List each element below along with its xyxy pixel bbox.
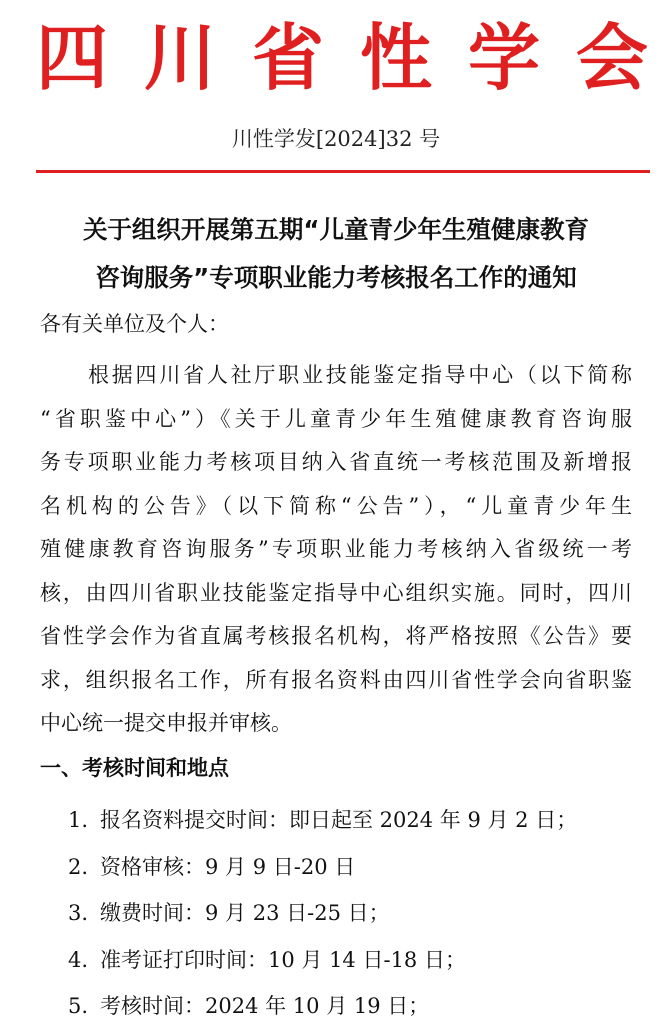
org-title-char: 学 [467,16,540,100]
body-paragraph [40,354,632,746]
list-item [68,940,638,987]
list-item-text: 资格审核：9 月 9 日-20 日 [100,854,356,879]
body-line: 核，由四川省职业技能鉴定指导中心组织实施。同时，四川 [40,580,632,605]
body-line: 根据四川省人社厅职业技能鉴定指导中心（以下简称 [88,363,632,387]
list-item-number: 1. [68,808,89,832]
document-title [40,206,632,302]
list-item [68,893,638,940]
list-item-number: 3. [68,901,89,925]
org-title-char: 四 [36,16,109,100]
body-line: 中心统一提交申报并审核。 [40,711,292,735]
list-item-text: 考核时间：2024 年 10 月 19 日； [100,994,430,1018]
document-number: 川性学发[2024]32 号 [231,127,441,151]
body-line: 省性学会作为省直属考核报名机构，将严格按照《公告》要 [40,624,632,648]
section-heading: 一、考核时间和地点 [40,756,229,780]
body-line: “省职鉴中心”）《关于儿童青少年生殖健康教育咨询服 [40,406,632,431]
body-line: 殖健康教育咨询服务”专项职业能力考核纳入省级统一考 [40,537,632,561]
body-line: 求，组织报名工作，所有报名资料由四川省性学会向省职鉴 [40,667,632,692]
list-item [68,986,638,1033]
schedule-list [68,800,638,1033]
org-title-char: 性 [359,16,432,100]
org-title-char: 川 [143,16,216,100]
list-item-text: 准考证打印时间：10 月 14 日-18 日； [100,947,466,972]
body-line: 名机构的公告》（以下简称“公告”），“儿童青少年生 [40,493,632,518]
list-item-number: 4. [68,947,89,972]
list-item [68,800,638,847]
list-item-text: 报名资料提交时间：即日起至 2024 年 9 月 2 日； [100,808,578,832]
salutation: 各有关单位及个人： [40,312,229,336]
red-divider-line [36,170,650,173]
org-title-char: 省 [251,16,324,100]
list-item-number: 5. [68,994,89,1018]
list-item [68,847,638,894]
document-title-line: 咨询服务”专项职业能力考核报名工作的通知 [95,263,577,292]
list-item-text: 缴费时间：9 月 23 日-25 日； [100,901,390,925]
org-title-char: 会 [575,16,648,100]
organization-title [36,18,648,98]
body-line: 务专项职业能力考核项目纳入省直统一考核范围及新增报 [40,450,632,474]
list-item-number: 2. [68,854,89,879]
document-title-line: 关于组织开展第五期“儿童青少年生殖健康教育 [82,215,590,244]
